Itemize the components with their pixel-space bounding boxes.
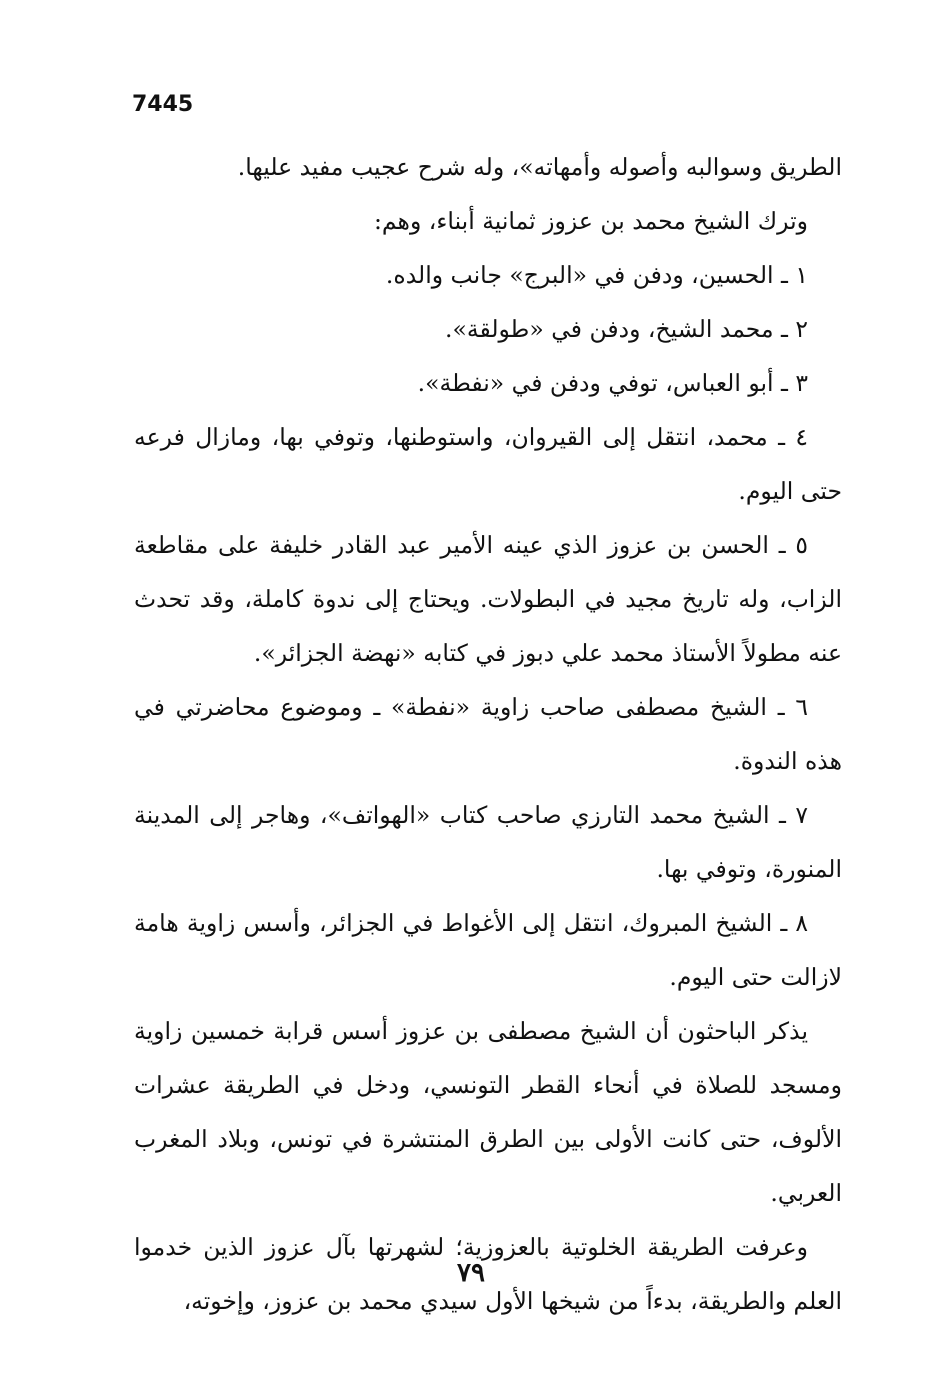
document-id: 7445	[132, 92, 194, 117]
paragraph: ٤ ـ محمد، انتقل إلى القيروان، واستوطنها، وتوفي بها، ومازال فرعه حتى اليوم.	[134, 423, 842, 505]
body-text	[134, 140, 842, 1328]
paragraph: ٧ ـ الشيخ محمد التارزي صاحب كتاب «الهواتف»، وهاجر إلى المدينة المنورة، وتوفي بها.	[134, 801, 842, 883]
paragraph: ٥ ـ الحسن بن عزوز الذي عينه الأمير عبد القادر خليفة على مقاطعة الزاب، وله تاريخ مجيد في البطولات. ويحتاج إلى ندوة كاملة، وقد تحدث عنه مطولاً الأستاذ محمد علي دبوز في كتابه «نهضة الجزائر».	[134, 531, 842, 667]
paragraph: وعرفت الطريقة الخلوتية بالعزوزية؛ لشهرتها بآل عزوز الذين خدموا العلم والطريقة، بدءاً من شيخها الأول سيدي محمد بن عزوز، وإخوته،	[134, 1233, 842, 1315]
paragraph: الطريق وسوالبه وأصوله وأمهاته»، وله شرح عجيب مفيد عليها.	[237, 153, 842, 181]
paragraph: ٣ ـ أبو العباس، توفي ودفن في «نفطة».	[417, 369, 808, 397]
paragraph: يذكر الباحثون أن الشيخ مصطفى بن عزوز أسس قرابة خمسين زاوية ومسجد للصلاة في أنحاء القطر التونسي، ودخل في الطريقة عشرات الألوف، حتى كانت الأولى بين الطرق المنتشرة في تونس، وبلاد المغرب العربي.	[134, 1017, 842, 1207]
paragraph: ٢ ـ محمد الشيخ، ودفن في «طولقة».	[445, 315, 808, 343]
paragraph: ٦ ـ الشيخ مصطفى صاحب زاوية «نفطة» ـ وموضوع محاضرتي في هذه الندوة.	[134, 693, 842, 775]
paragraph: وترك الشيخ محمد بن عزوز ثمانية أبناء، وهم:	[374, 207, 808, 235]
paragraph: ١ ـ الحسين، ودفن في «البرج» جانب والده.	[385, 261, 808, 289]
page-number: ٧٩	[457, 1258, 485, 1288]
paragraph: ٨ ـ الشيخ المبروك، انتقل إلى الأغواط في الجزائر، وأسس زاوية هامة لازالت حتى اليوم.	[134, 909, 842, 991]
